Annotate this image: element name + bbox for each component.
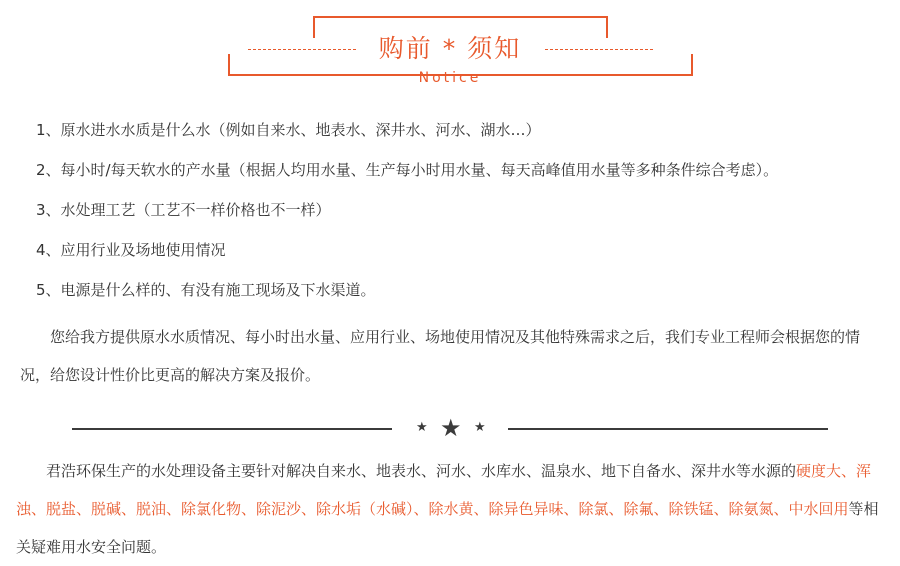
list-item: 1、原水进水水质是什么水（例如自来水、地表水、深井水、河水、湖水…）: [36, 121, 541, 139]
notice-page: [0, 8, 900, 556]
list-item: 2、每小时/每天软水的产水量（根据人均用水量、生产每小时用水量、每天高峰值用水量等多种条件综合考虑）。: [36, 161, 779, 179]
star-icon: ★: [474, 420, 486, 435]
divider-line-left: [72, 428, 392, 430]
bottom-paragraph-lead: 君浩环保生产的水处理设备主要针对解决自来水、地表水、河水、水库水、温泉水、地下自备水、深井水等水源的: [46, 462, 797, 480]
bottom-paragraph-highlight: 硬度大、浑浊、脱盐、脱碱、脱油、除氯化物、除泥沙、除水垢（水碱）、除水黄、除异色异味、除氯、除氟、除铁锰、除氨氮、中水回用: [16, 462, 872, 518]
summary-paragraph: 您给我方提供原水水质情况、每小时出水量、应用行业、场地使用情况及其他特殊需求之后，我们专业工程师会根据您的情况，给您设计性价比更高的解决方案及报价。: [20, 328, 861, 384]
divider-line-right: [508, 428, 828, 430]
star-divider: [0, 408, 900, 448]
star-icon: ★: [440, 414, 462, 442]
page-header: [0, 8, 900, 100]
page-title: 购前 * 须知: [378, 34, 522, 63]
list-item: 5、电源是什么样的、有没有施工现场及下水渠道。: [36, 281, 376, 299]
header-title-block: [0, 8, 900, 87]
star-icon: ★: [416, 420, 428, 435]
bottom-paragraph-tail: 等相关疑难用水安全问题。: [16, 500, 879, 556]
page-subtitle: Notice: [418, 70, 482, 86]
list-item: 3、水处理工艺（工艺不一样价格也不一样）: [36, 201, 331, 219]
bottom-paragraph: [0, 448, 900, 566]
notice-list: [0, 110, 900, 310]
list-item: 4、应用行业及场地使用情况: [36, 241, 226, 259]
